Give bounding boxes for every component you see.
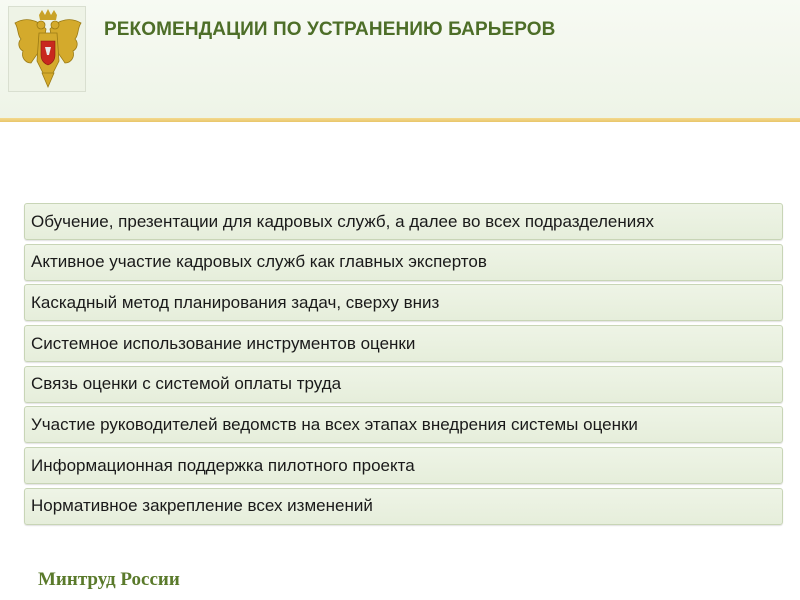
list-item-text: Связь оценки с системой оплаты труда <box>31 374 342 394</box>
list-item-text: Системное использование инструментов оценки <box>31 333 416 353</box>
list-item <box>24 244 783 281</box>
list-item-text: Участие руководителей ведомств на всех этапах внедрения системы оценки <box>31 414 638 434</box>
list-item-text: Каскадный метод планирования задач, сверху вниз <box>31 292 440 312</box>
page-title: РЕКОМЕНДАЦИИ ПО УСТРАНЕНИЮ БАРЬЕРОВ <box>104 19 556 40</box>
slide-header <box>0 0 800 118</box>
footer-org-name: Минтруд России <box>38 569 180 590</box>
list-item <box>24 366 783 403</box>
list-item <box>24 447 783 484</box>
list-item-text: Нормативное закрепление всех изменений <box>31 496 373 516</box>
list-item-text: Информационная поддержка пилотного проекта <box>31 455 415 475</box>
coat-of-arms-icon <box>8 6 86 92</box>
list-item <box>24 284 783 321</box>
list-item <box>24 406 783 443</box>
list-item-text: Активное участие кадровых служб как главных экспертов <box>31 252 487 272</box>
list-item <box>24 488 783 525</box>
header-divider <box>0 118 800 122</box>
recommendations-list <box>24 203 783 529</box>
list-item <box>24 325 783 362</box>
list-item <box>24 203 783 240</box>
list-item-text: Обучение, презентации для кадровых служб, а далее во всех подразделениях <box>31 211 654 231</box>
